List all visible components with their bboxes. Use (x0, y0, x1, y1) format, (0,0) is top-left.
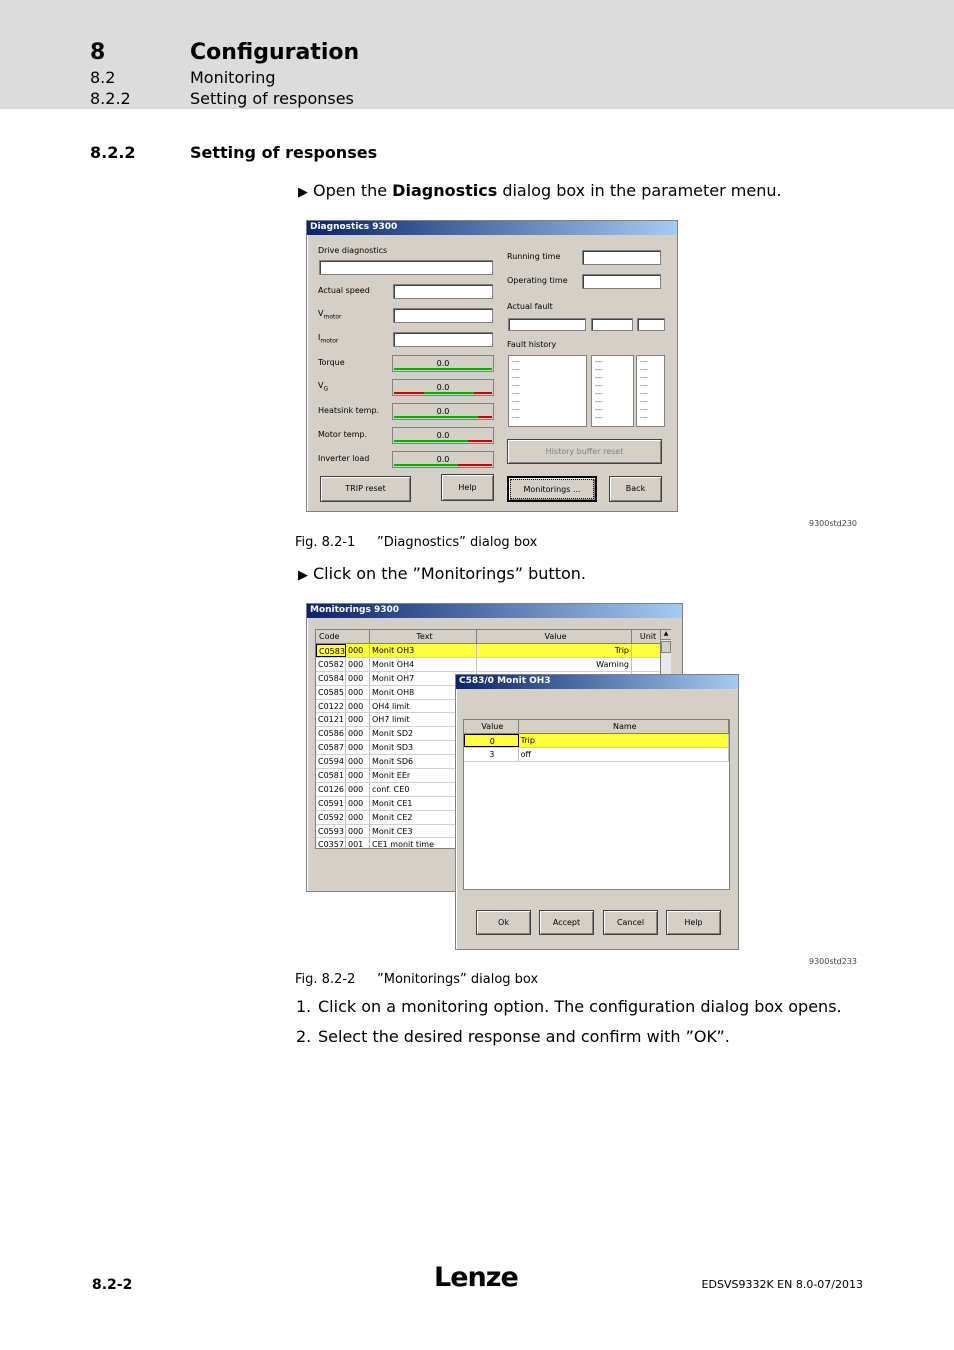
figure-2-id: 9300std233 (808, 957, 857, 966)
fault-history-list-3[interactable]: --- --- --- --- --- --- --- --- (636, 355, 665, 427)
v-motor-field (393, 308, 493, 323)
back-button[interactable]: Back (609, 476, 662, 502)
page-header (0, 0, 954, 109)
motor-temp-bar: 0.0 (392, 427, 494, 444)
code-cell: C0357 (316, 838, 346, 849)
actual-fault-field-2 (591, 318, 633, 331)
figure-1-caption: Fig. 8.2-1 ”Diagnostics” dialog box (295, 535, 538, 550)
heatsink-bar: 0.0 (392, 403, 494, 420)
monitoring-row[interactable] (316, 658, 670, 672)
subcode-cell: 000 (346, 727, 370, 740)
monitorings-button[interactable]: Monitorings ... (507, 476, 597, 502)
figure-1-id: 9300std230 (808, 519, 857, 528)
triangle-bullet-icon: ▶ (298, 568, 308, 583)
scroll-thumb[interactable] (661, 641, 671, 653)
history-buffer-reset-button[interactable]: History buffer reset (507, 439, 662, 464)
text-cell: Monit OH7 (370, 672, 477, 685)
monitoring-row[interactable] (316, 644, 670, 658)
motor-temp-label: Motor temp. (318, 430, 368, 439)
monit-config-titlebar: C583/0 Monit OH3 (456, 675, 738, 689)
unit-cell (632, 644, 662, 657)
instruction-click-monitorings: ▶ Click on the ”Monitorings” button. (298, 564, 586, 583)
code-cell: C0594 (316, 755, 346, 768)
code-cell: C0583 (316, 644, 346, 657)
text-cell: Monit CE3 (370, 825, 477, 838)
vg-bar: 0.0 (392, 379, 494, 396)
monitorings-table-header: Code Text Value Unit (316, 630, 670, 644)
actual-fault-field-3 (637, 318, 665, 331)
subcode-cell: 000 (346, 741, 370, 754)
subcode-cell: 000 (346, 686, 370, 699)
subsubchapter-heading: 8.2.2 Setting of responses (90, 89, 354, 108)
help-button[interactable]: Help (666, 910, 721, 935)
subcode-cell: 000 (346, 644, 370, 657)
value-cell: Warning (477, 658, 632, 671)
code-cell: C0581 (316, 769, 346, 782)
subcode-cell: 000 (346, 658, 370, 671)
page-number: 8.2-2 (92, 1277, 133, 1293)
subcode-cell: 000 (346, 783, 370, 796)
subcode-cell: 000 (346, 700, 370, 713)
ok-button[interactable]: Ok (476, 910, 531, 935)
monitorings-titlebar: Monitorings 9300 (307, 604, 682, 618)
accept-button[interactable]: Accept (539, 910, 594, 935)
text-cell: Monit SD2 (370, 727, 477, 740)
text-cell: Monit CE2 (370, 811, 477, 824)
diagnostics-titlebar: Diagnostics 9300 (307, 221, 677, 235)
response-table (463, 719, 730, 890)
code-cell: C0585 (316, 686, 346, 699)
text-cell: Monit OH3 (370, 644, 477, 657)
actual-speed-label: Actual speed (318, 286, 370, 295)
text-cell: Monit OH8 (370, 686, 477, 699)
inverter-load-label: Inverter load (318, 454, 370, 463)
lenze-logo: Lenze (434, 1262, 518, 1293)
running-time-field (582, 250, 661, 265)
trip-reset-button[interactable]: TRIP reset (320, 476, 411, 502)
torque-bar: 0.0 (392, 355, 494, 372)
actual-speed-field (393, 284, 493, 299)
text-cell: Monit SD3 (370, 741, 477, 754)
subcode-cell: 000 (346, 811, 370, 824)
subcode-cell: 000 (346, 672, 370, 685)
value-cell: Trip (477, 644, 632, 657)
vg-label: $V_G$ (318, 381, 329, 393)
instruction-open-diagnostics: ▶ Open the Diagnostics dialog box in the parameter menu. (298, 181, 782, 200)
torque-label: Torque (318, 358, 345, 367)
chapter-heading: 8 Configuration (90, 40, 360, 65)
scroll-up-icon[interactable]: ▲ (661, 630, 671, 640)
response-row-trip[interactable]: 0 Trip (464, 734, 729, 748)
drive-diagnostics-label: Drive diagnostics (318, 246, 388, 255)
actual-fault-field-1 (508, 318, 586, 331)
subcode-cell: 000 (346, 755, 370, 768)
code-cell: C0593 (316, 825, 346, 838)
text-cell: CE1 monit time (370, 838, 477, 849)
unit-cell (632, 658, 662, 671)
document-id: EDSVS9332K EN 8.0-07/2013 (701, 1278, 863, 1291)
v-motor-label: $V_{motor}$ (318, 309, 342, 321)
code-cell: C0592 (316, 811, 346, 824)
fault-history-list-2[interactable]: --- --- --- --- --- --- --- --- (591, 355, 634, 427)
response-row-off[interactable]: 3 off (464, 748, 729, 762)
inverter-load-bar: 0.0 (392, 451, 494, 468)
drive-diagnostics-field (319, 260, 493, 275)
subcode-cell: 000 (346, 713, 370, 726)
code-cell: C0586 (316, 727, 346, 740)
subcode-cell: 000 (346, 797, 370, 810)
i-motor-label: $I_{motor}$ (318, 333, 339, 345)
code-cell: C0582 (316, 658, 346, 671)
code-cell: C0591 (316, 797, 346, 810)
code-cell: C0126 (316, 783, 346, 796)
figure-2-caption: Fig. 8.2-2 ”Monitorings” dialog box (295, 972, 539, 987)
subchapter-heading: 8.2 Monitoring (90, 68, 276, 87)
actual-fault-label: Actual fault (507, 302, 553, 311)
triangle-bullet-icon: ▶ (298, 185, 308, 200)
subcode-cell: 001 (346, 838, 370, 849)
text-cell: Monit OH4 (370, 658, 477, 671)
response-table-header: Value Name (464, 720, 729, 734)
section-title: 8.2.2 Setting of responses (90, 143, 378, 162)
operating-time-label: Operating time (507, 276, 568, 285)
text-cell: Monit SD6 (370, 755, 477, 768)
step-2: 2. Select the desired response and confirm with ”OK”. (296, 1027, 730, 1046)
text-cell: OH7 limit (370, 713, 477, 726)
monitorings-scrollbar[interactable] (660, 630, 671, 676)
monit-config-dialog (455, 674, 739, 950)
text-cell: conf. CE0 (370, 783, 477, 796)
subcode-cell: 000 (346, 825, 370, 838)
code-cell: C0122 (316, 700, 346, 713)
i-motor-field (393, 332, 493, 347)
code-cell: C0587 (316, 741, 346, 754)
heatsink-label: Heatsink temp. (318, 406, 380, 415)
fault-history-label: Fault history (507, 340, 557, 349)
cancel-button[interactable]: Cancel (603, 910, 658, 935)
operating-time-field (582, 274, 661, 289)
text-cell: Monit EEr (370, 769, 477, 782)
code-cell: C0121 (316, 713, 346, 726)
text-cell: OH4 limit (370, 700, 477, 713)
code-cell: C0584 (316, 672, 346, 685)
text-cell: Monit CE1 (370, 797, 477, 810)
fault-history-list-1[interactable]: --- --- --- --- --- --- --- --- (508, 355, 587, 427)
help-button[interactable]: Help (441, 474, 494, 501)
diagnostics-dialog (306, 220, 678, 512)
running-time-label: Running time (507, 252, 561, 261)
step-1: 1. Click on a monitoring option. The configuration dialog box opens. (296, 997, 842, 1016)
subcode-cell: 000 (346, 769, 370, 782)
